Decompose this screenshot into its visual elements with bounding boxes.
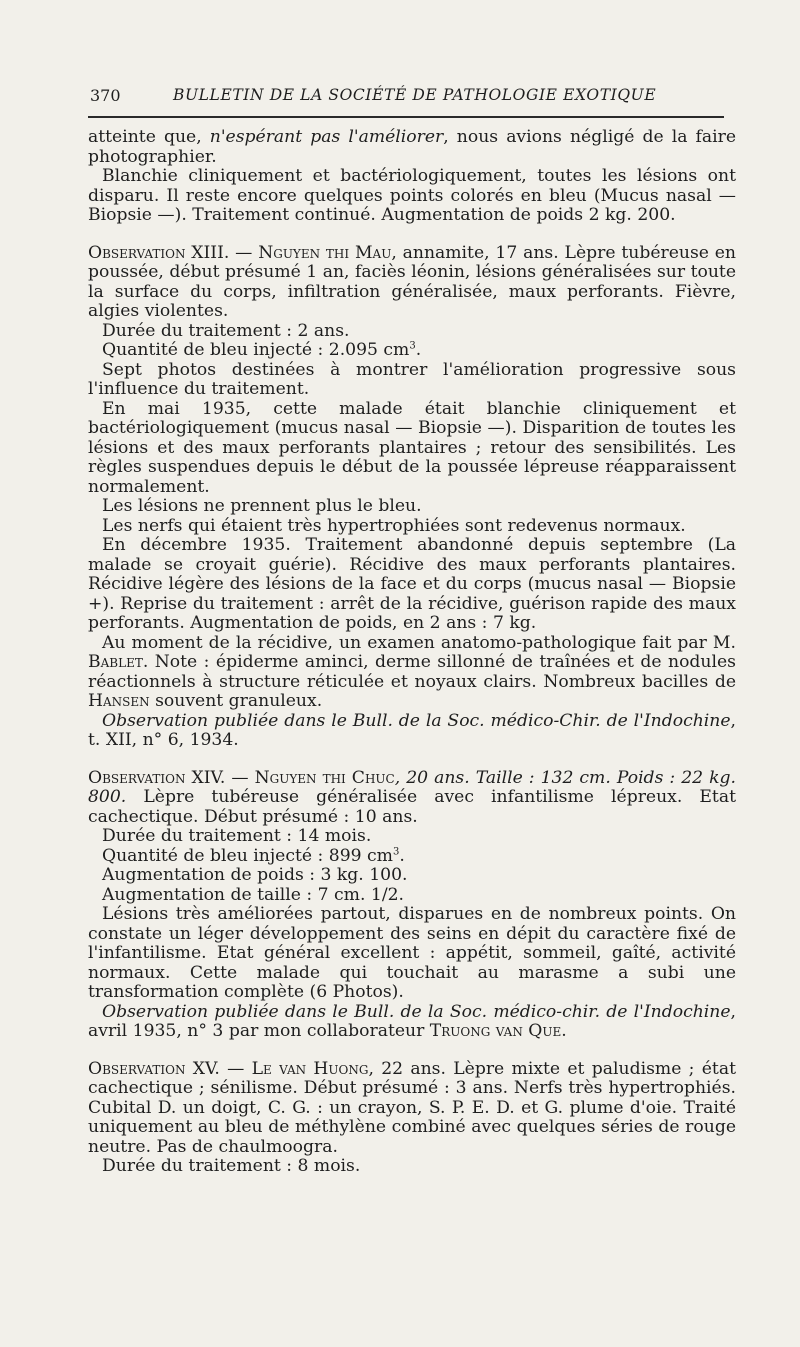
observation-label: Observation XIII. [88,242,230,263]
duration-line: Durée du traitement : 2 ans. [102,320,350,341]
quantity-line [88,341,736,361]
person-name: Bablet [88,652,143,672]
observation-text: , annamite, 17 ans. Lèpre tubéreuse en poussée, début présumé 1 an, faciès léonin, lésions généralisées sur toute la surface du corps, infiltration généralisée, maux perforants. Fièvre, algies violentes. [88,242,736,321]
weight-line: Augmentation de poids : 3 kg. 100. [102,865,408,885]
observation-15-heading [88,1060,736,1158]
publication-note [88,1003,736,1042]
article-body [88,128,736,1177]
text-run: . [399,845,405,866]
patient-name: Nguyen thi Chuc [254,767,395,788]
duration-line: Durée du traitement : 14 mois. [102,826,372,846]
person-name: Hansen [88,691,150,711]
height-line: Augmentation de taille : 7 cm. 1/2. [102,884,405,905]
quantity-line [88,847,736,867]
italic-run: , 20 ans. Taille : 132 cm. Poids : 22 kg. 800. [88,767,737,807]
text-run: , avril 1935, n° 3 par mon collaborateur [88,1001,736,1041]
paragraph: Sept photos destinées à montrer l'amélioration progressive sous l'influence du traitement. [88,359,736,399]
text-run: Au moment de la récidive, un examen anatomo-pathologique fait par M. [102,632,736,653]
observation-text: Lèpre tubéreuse généralisée avec infantilisme lépreux. Etat cachectique. Début présumé : 10 ans. [88,787,736,827]
patient-name: Nguyen thi Mau [258,242,392,263]
page-number: 370 [90,86,121,105]
person-name: Truong van Que [429,1021,562,1041]
observation-text: , 22 ans. Lèpre mixte et paludisme ; état cachectique ; sénilisme. Début présumé : 3 ans. Nerfs très hypertrophiés. Cubital D. un doigt, C. G. : un crayon, S. P. E. D. et G. plume d'oie. Traité uniquement au bleu de méthylène combiné avec quelques séries de rouge neutre. Pas de chaulmoogra. [88,1058,736,1157]
text-run: Quantité de bleu injecté : 899 cm [102,845,393,866]
text-run: souvent granuleux. [149,691,323,711]
publication-note [88,712,736,751]
paragraph: Les lésions ne prennent plus le bleu. [102,496,422,516]
observation-14-heading [88,769,736,828]
paragraph: Blanchie cliniquement et bactériologiquement, toutes les lésions ont disparu. Il reste encore quelques points colorés en bleu (Mucus nasal — Biopsie —). Traitement continué. Augmentation de poids 2 kg. 200. [88,166,736,225]
paragraph [88,634,736,712]
text-run: , t. XII, n° 6, 1934. [88,710,736,750]
text-run: . Note : épiderme aminci, derme sillonné de traînées et de nodules réactionnels à structure réticulée et noyaux clairs. Nombreux bacilles de [88,652,736,692]
superscript: 3 [409,340,416,352]
italic-run: Observation publiée dans le Bull. de la Soc. médico-chir. de l'Indochine [102,1001,731,1022]
duration-line: Durée du traitement : 8 mois. [102,1156,361,1176]
page-header [88,84,724,118]
text-run: . [415,340,422,360]
observation-label: Observation XIV. [88,767,226,788]
text-run: atteinte que, [88,127,210,147]
paragraph: Les nerfs qui étaient très hypertrophiées sont redevenus normaux. [102,515,686,536]
paragraph: En mai 1935, cette malade était blanchie cliniquement et bactériologiquement (mucus nasal — Biopsie —). Disparition de toutes les lésions et des maux perforants plantaires ; retour des sensibilités. Les règles suspendues depuis le début de la poussée lépreuse réapparaissent normalement. [88,398,736,497]
observation-13-heading [88,244,736,322]
text-run: . [561,1021,567,1041]
italic-run: n'espérant pas l'améliorer [209,127,444,147]
superscript: 3 [392,845,400,857]
dash: — [219,1058,252,1079]
text-run: Quantité de bleu injecté : 2.095 cm [102,340,410,360]
dash: — [229,242,259,263]
paragraph: Lésions très améliorées partout, disparues en de nombreux points. On constate un léger développement des seins en dépit du caractère fixé de l'infantilisme. Etat général excellent : appétit, sommeil, gaîté, activité normaux. Cette malade qui touchait au marasme a subi une transformation complète (6 Photos). [88,904,736,1002]
paragraph [88,128,736,167]
observation-label: Observation XV. [88,1058,220,1079]
paragraph: En décembre 1935. Traitement abandonné depuis septembre (La malade se croyait guérie). Récidive des maux perforants plantaires. Récidive légère des lésions de la face et du corps (mucus nasal — Biopsie +). Reprise du traitement : arrêt de la récidive, guérison rapide des maux perforants. Augmentation de poids, en 2 ans : 7 kg. [88,535,736,633]
dash: — [225,767,255,788]
text-run: , nous avions négligé de la faire photographier. [88,127,737,167]
italic-run: Observation publiée dans le Bull. de la Soc. médico-Chir. de l'Indochine [102,710,731,731]
patient-name: Le van Huong [251,1058,369,1079]
running-title: BULLETIN DE LA SOCIÉTÉ DE PATHOLOGIE EXOTIQUE [173,86,657,104]
